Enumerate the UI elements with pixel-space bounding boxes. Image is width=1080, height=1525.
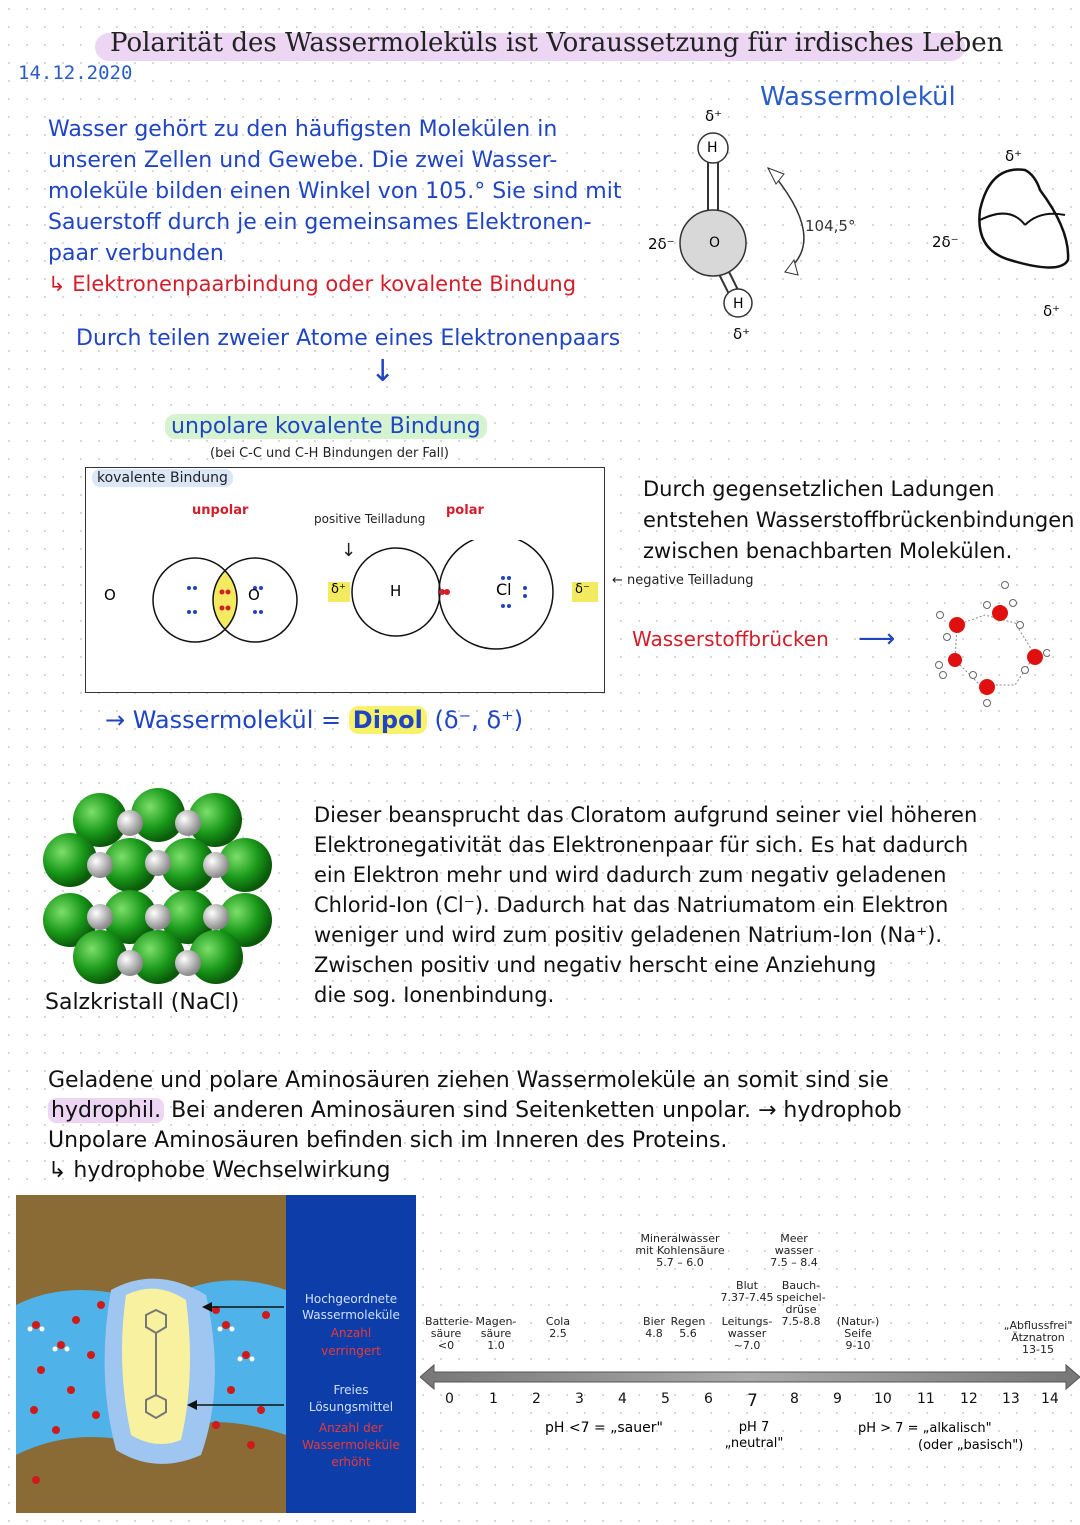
hbond-line: zwischen benachbarten Molekülen. [643,539,1013,563]
ph-number: 0 [445,1391,454,1407]
o-label: O [709,235,721,251]
salt-line: weniger und wird zum positiv geladenen Natrium-Ion (Na⁺). [314,923,943,947]
intro-line: Sauerstoff durch je ein gemeinsames Elektronen- [48,210,592,235]
label-line: Cola [545,1315,571,1328]
sea-label [768,1233,820,1269]
polar-label: polar [446,503,484,518]
label-line: säure [430,1327,462,1340]
cl-label: Cl [496,580,512,599]
ordered-line3: Anzahl [330,1326,372,1340]
label-line: 5.6 [679,1327,697,1340]
salt-line: ein Elektron mehr und wird dadurch zum negativ geladenen [314,863,947,887]
mineral-label [630,1233,730,1269]
unpolar-bond-text: unpolare kovalente Bindung [165,414,487,439]
stomach-label [473,1316,519,1352]
label-line: <0 [437,1339,455,1352]
label-line: mit Kohlensäure [635,1244,725,1257]
label-line: (oder „basisch") [918,1438,1024,1453]
label-line: 7.5 – 8.4 [770,1256,818,1269]
dipol-prefix: → Wassermolekül = [105,706,342,734]
dipol-line [105,706,523,734]
delta-plus-label: δ⁺ [1043,302,1061,320]
hbond-label: Wasserstoffbrücken [632,627,829,651]
ordered-line1: Hochgeordnete [304,1292,398,1306]
amino-line-rest: Bei anderen Aminosäuren sind Seitenketten unpolar. → hydrophob [164,1098,902,1123]
dipol-word: Dipol [349,706,427,734]
box-label: kovalente Bindung [92,469,233,487]
label-line: Magen- [475,1315,517,1328]
photo-legend-panel [286,1195,416,1513]
ph-number: 8 [790,1391,799,1407]
label-line: Blut [736,1279,758,1292]
ph-number: 4 [618,1391,627,1407]
hydrophobic-illustration [16,1195,416,1513]
arrow-down-icon: ↓ [341,540,357,561]
free-line4: Wassermoleküle [302,1438,400,1452]
label-line: Regen [670,1315,706,1328]
free-line5: erhöht [331,1455,371,1469]
hydrogen-bond-network [925,575,1050,710]
positive-charge-label: positive Teilladung [314,512,426,526]
ph-number: 12 [960,1391,978,1407]
page-title: Polarität des Wassermoleküls ist Voraussetzung für irdisches Leben [110,28,1004,58]
label-line: Bier [643,1315,665,1328]
hydrophobic-image [16,1195,286,1513]
label-line: drüse [785,1303,817,1316]
rain-label [670,1316,706,1340]
ph-number: 11 [917,1391,935,1407]
intro-line: Wasser gehört zu den häufigsten Molekülen in [48,117,558,142]
label-line: 9-10 [845,1339,871,1352]
amino-line: ↳ hydrophobe Wechselwirkung [48,1158,391,1183]
amino-line: Unpolare Aminosäuren befinden sich im Inneren des Proteins. [48,1128,728,1153]
electron-cloud-shape [979,170,1068,268]
label-line: Mineralwasser [640,1232,720,1245]
unpolar-bond-heading [165,414,487,439]
label-line: 7.37-7.45 [720,1291,774,1304]
alkaline-label [858,1420,1023,1454]
salt-caption: Salzkristall (NaCl) [45,990,240,1015]
unpolar-bond-note: (bei C-C und C-H Bindungen der Fall) [210,446,449,461]
unpolar-label: unpolar [192,503,249,518]
label-line: Bauch- [781,1279,821,1292]
salt-crystal-image [40,785,275,985]
amino-paragraph [48,1066,1008,1186]
ordered-line2: Wassermoleküle [302,1308,400,1322]
intro-line: moleküle bilden einen Winkel von 105.° Sie sind mit [48,179,622,204]
label-line: 13-15 [1022,1343,1054,1356]
h-label: H [707,140,718,156]
soap-label [832,1316,884,1352]
label-line: 4.8 [645,1327,663,1340]
label-line: „Abflussfrei" [1003,1319,1073,1332]
label-line: 1.0 [487,1339,505,1352]
beer-label [640,1316,668,1340]
salt-line: Zwischen positiv und negativ herscht eine Anziehung [314,953,877,977]
drain-cleaner-label [998,1320,1078,1356]
down-arrow-icon: ↓ [370,354,396,389]
label-line: „neutral" [724,1436,784,1451]
tap-water-label [720,1316,774,1352]
h-label: H [390,582,402,600]
h-label: H [733,296,744,312]
label-line: 2.5 [549,1327,567,1340]
free-line2: Lösungsmittel [308,1400,394,1414]
salt-line: Dieser beansprucht das Cloratom aufgrund seiner viel höheren [314,803,978,827]
label-line: Ätznatron [1011,1331,1065,1344]
neutral-label [722,1420,786,1452]
label-line: säure [480,1327,512,1340]
label-line: Meer [780,1232,808,1245]
ph-number: 13 [1002,1391,1020,1407]
delta-plus-label: δ⁺ [705,107,723,125]
ph-number: 10 [874,1391,892,1407]
free-line1: Freies [333,1383,369,1397]
acid-label: pH <7 = „sauer" [545,1420,663,1436]
ph-number: 2 [532,1391,541,1407]
label-line: speichel- [776,1291,826,1304]
delta-minus-label: 2δ⁻ [932,233,959,251]
right-arrow-icon: ⟶ [858,624,896,654]
intro-line: unseren Zellen und Gewebe. Die zwei Wasser- [48,148,558,173]
salt-paragraph [314,800,1064,1010]
o-label: O [104,586,116,604]
bond-note: ↳ Elektronenpaarbindung oder kovalente Bindung [48,272,577,296]
hbond-line: entstehen Wasserstoffbrückenbindungen [643,508,1075,532]
salt-line: die sog. Ionenbindung. [314,983,555,1007]
delta-plus-label: δ⁺ [1005,147,1023,165]
water-molecule-diagram [640,100,1080,340]
label-line: (Natur-) [836,1315,880,1328]
sharing-text: Durch teilen zweier Atome eines Elektronenpaars [76,326,621,351]
pancreas-label [775,1280,827,1328]
blood-label [720,1280,774,1304]
ph-number: 9 [833,1391,842,1407]
label-line: 5.7 – 6.0 [656,1256,704,1269]
ph-number: 3 [575,1391,584,1407]
ph-number: 1 [489,1391,498,1407]
hbond-line: Durch gegensetzlichen Ladungen [643,477,995,501]
cola-label [538,1316,578,1340]
label-line: ~7.0 [733,1339,761,1352]
label-line: Seife [844,1327,872,1340]
ph-number-row [445,1391,1065,1411]
delta-minus-label: δ⁻ [575,582,590,597]
hbond-paragraph [643,474,1074,567]
negative-charge-label: ← negative Teilladung [612,573,754,588]
delta-plus-label: δ⁺ [733,325,751,343]
date: 14.12.2020 [18,62,133,84]
hydrophil-word: hydrophil. [48,1098,164,1123]
amino-line: Geladene und polare Aminosäuren ziehen Wassermoleküle an somit sind sie [48,1068,889,1093]
ph-number: 6 [704,1391,713,1407]
angle-label: 104,5° [805,217,856,235]
ph-number: 5 [661,1391,670,1407]
battery-label [425,1315,473,1352]
label-line: Batterie- [425,1315,473,1328]
label-line: wasser [774,1244,814,1257]
intro-line: paar verbunden [48,241,224,266]
dipol-suffix: (δ⁻, δ⁺) [434,706,524,734]
label-line: wasser [727,1327,767,1340]
o-label: O [248,586,260,604]
salt-line: Chlorid-Ion (Cl⁻). Dadurch hat das Natriumatom ein Elektron [314,893,949,917]
ph-number: 14 [1041,1391,1059,1407]
ph-scale-bar [420,1360,1080,1394]
free-line3: Anzahl der [318,1421,384,1435]
label-line: pH > 7 = „alkalisch" [858,1421,992,1436]
water-molecule-title: Wassermolekül [760,82,956,112]
delta-plus-label: δ⁺ [331,582,346,597]
ph-number: 7 [747,1391,758,1411]
amino-line [48,1096,1008,1126]
label-line: Leitungs- [721,1315,773,1328]
salt-line: Elektronegativität das Elektronenpaar für sich. Es hat dadurch [314,833,969,857]
delta-minus-label: 2δ⁻ [648,235,675,253]
intro-paragraph [48,114,648,300]
label-line: pH 7 [738,1420,770,1435]
label-line: 7.5-8.8 [781,1315,821,1328]
ordered-line4: verringert [321,1344,381,1358]
